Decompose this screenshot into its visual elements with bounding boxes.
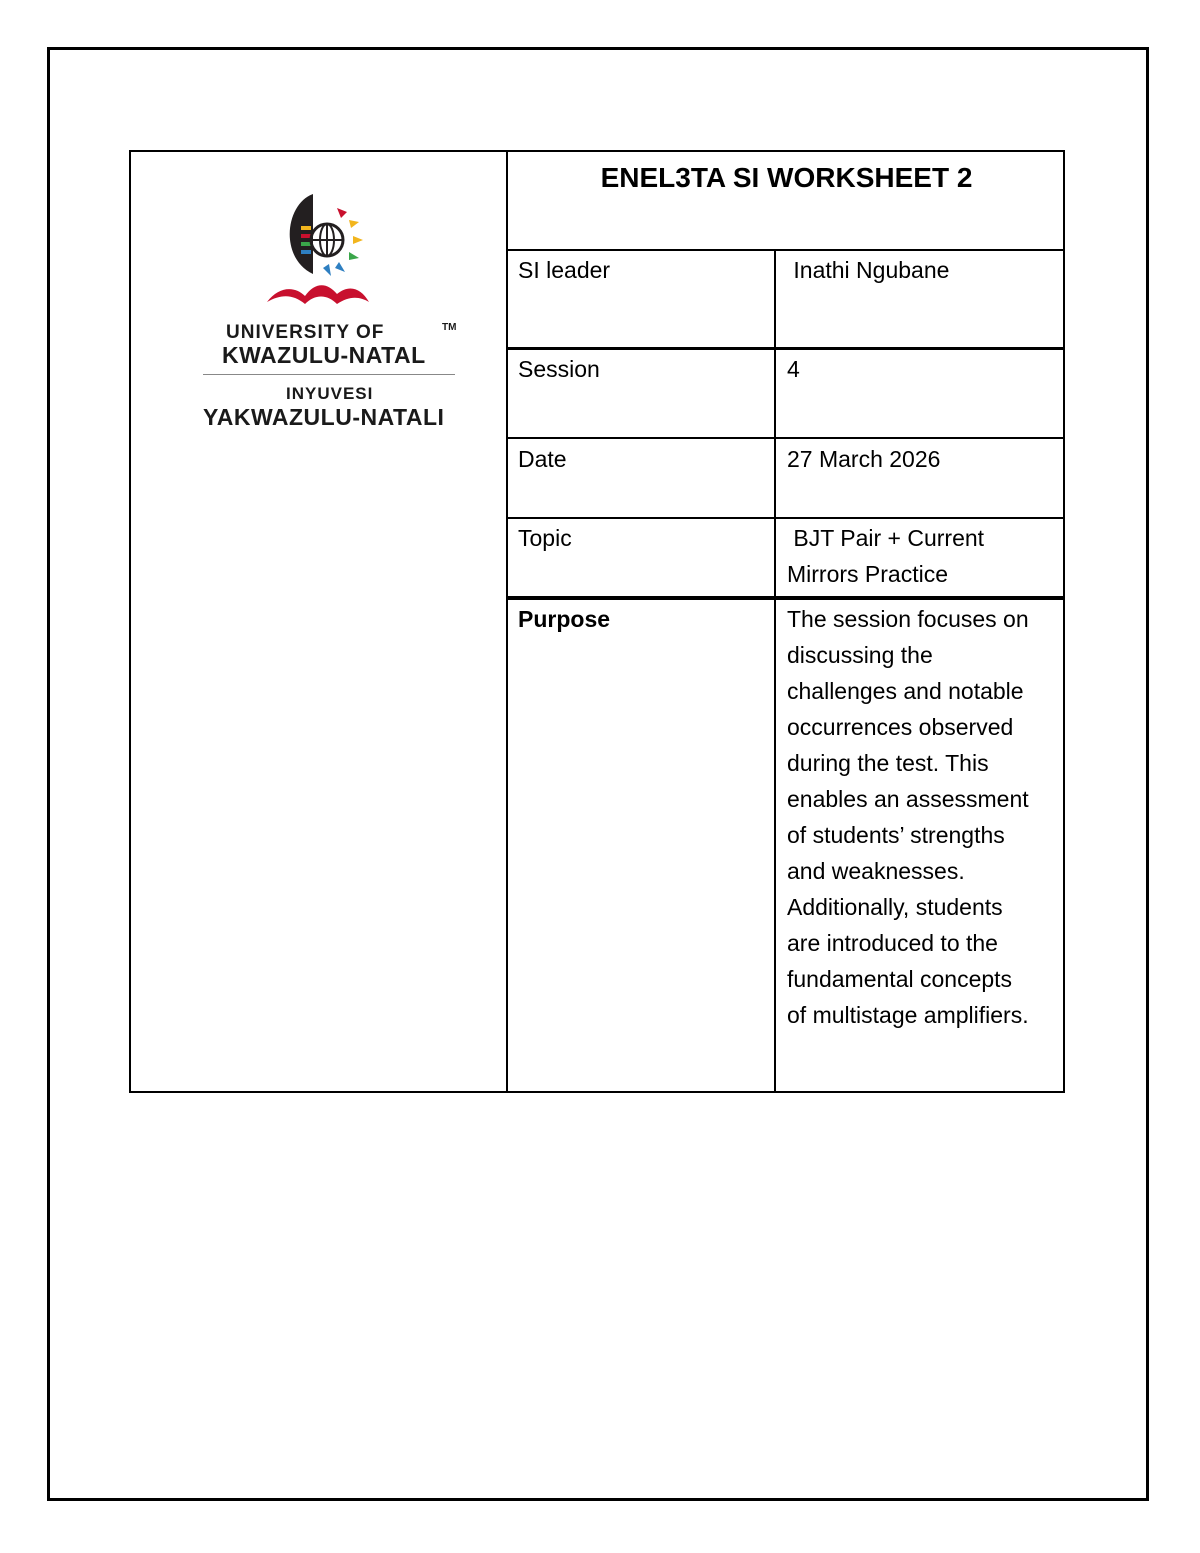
row-value-purpose-line: are introduced to the [787, 930, 998, 956]
row-value-topic-line1: BJT Pair + Current [787, 525, 985, 551]
row-label-topic: Topic [518, 525, 572, 551]
table-divider-label [774, 249, 776, 1093]
row-value-purpose-line: of multistage amplifiers. [787, 1002, 1029, 1028]
row-divider-1 [506, 249, 1065, 251]
row-value-purpose-line: The session focuses on [787, 606, 1029, 632]
row-value-purpose-line: of students’ strengths [787, 822, 1005, 848]
row-label-date: Date [518, 446, 567, 472]
row-value-si-leader: Inathi Ngubane [787, 257, 950, 283]
table-divider-logo [506, 150, 508, 1093]
table-border-bottom [129, 1091, 1065, 1093]
row-divider-2 [506, 347, 1065, 350]
row-label-purpose: Purpose [518, 606, 611, 632]
row-value-topic-line2: Mirrors Practice [787, 561, 949, 587]
logo-trademark: TM [442, 322, 457, 333]
table-border-left [129, 150, 131, 1093]
row-value-purpose-line: during the test. This [787, 750, 989, 776]
row-value-purpose-line: and weaknesses. [787, 858, 965, 884]
logo-text-line2: KWAZULU-NATAL [222, 342, 426, 368]
table-border-right [1063, 150, 1065, 1093]
row-value-purpose-line: Additionally, students [787, 894, 1003, 920]
table-border-top [129, 150, 1065, 152]
row-value-purpose-line: fundamental concepts [787, 966, 1013, 992]
row-divider-4 [506, 517, 1065, 519]
page-title: ENEL3TA SI WORKSHEET 2 [600, 162, 973, 193]
row-value-purpose-line: enables an assessment [787, 786, 1029, 812]
row-label-si-leader: SI leader [518, 257, 611, 283]
worksheet-table [129, 150, 1065, 1093]
logo-text-line1: UNIVERSITY OF [226, 322, 385, 343]
row-label-session: Session [518, 356, 600, 382]
row-value-date: 27 March 2026 [787, 446, 941, 472]
row-divider-3 [506, 437, 1065, 439]
row-divider-5 [506, 596, 1065, 600]
row-value-purpose-line: occurrences observed [787, 714, 1014, 740]
row-value-purpose-line: challenges and notable [787, 678, 1024, 704]
row-value-purpose-line: discussing the [787, 642, 933, 668]
row-value-session: 4 [787, 356, 800, 382]
logo-text-line4: YAKWAZULU-NATALI [203, 404, 445, 430]
logo-text-line3: INYUVESI [286, 384, 374, 403]
